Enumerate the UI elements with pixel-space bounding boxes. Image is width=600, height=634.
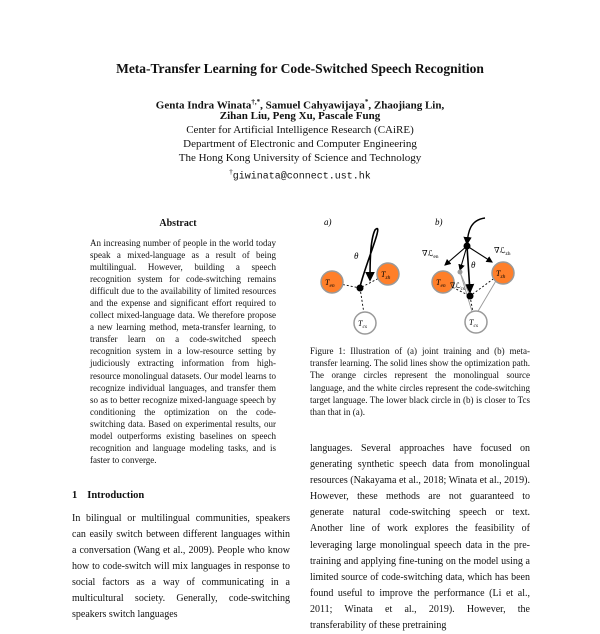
panel-a-en-t: T [325,278,330,287]
panel-b-optimization-path [467,246,470,292]
panel-b-zh-t: T [496,269,501,278]
author-second-mark: * [364,98,369,106]
panel-b-cs-t: T [469,318,474,327]
panel-b-start-point [464,243,471,250]
grad-cs-main: ∇ℒ [450,281,461,290]
authors-line-2: Zihan Liu, Peng Xu, Pascale Fung [219,110,381,122]
panel-a-label: a) [324,217,332,227]
panel-b-zh-sub: zh [500,274,506,280]
panel-b-cs-sub: cs [473,323,479,329]
panel-b-theta: θ [471,260,476,270]
panel-a-optimization-path [360,229,378,287]
grad-en-main: ∇ℒ [422,249,434,258]
section-number: 1 [72,490,78,501]
grad-zh-main: ∇ℒ [494,246,506,255]
panel-b-inbound-path [467,218,485,244]
intro-heading [72,490,144,501]
panel-a-cs-t: T [358,319,363,328]
grad-en-sub: en [433,254,439,260]
panel-a-theta: θ [354,251,359,261]
figure-caption: Figure 1: Illustration of (a) joint training and (b) meta-transfer learning. The solid lines show the optimization path. The orange circles represent the monolingual source language, and the white circles represent the code-switching target language. The lower black circle in (b) is closer to Tcs than that in (a). [310,346,530,418]
paper-title: Meta-Transfer Learning for Code-Switched Speech Recognition [116,61,484,76]
panel-b-grad-en-label [422,249,439,260]
affiliation-1: Center for Artificial Intelligence Research (CAiRE) [186,124,414,136]
panel-a-final-point [357,285,364,292]
affiliation-2: Department of Electronic and Computer Engineering [183,138,417,150]
panel-b-intermediate-point [458,270,463,275]
section-title: Introduction [87,490,145,501]
figure-1 [310,210,530,340]
grad-zh-sub: zh [505,251,511,257]
author-third: , Zhaojiang Lin, [368,99,445,112]
panel-a-cs-sub: cs [362,324,368,330]
panel-a-zh-sub: zh [385,275,391,281]
panel-b-grad-zh-label [494,246,511,257]
panel-b-grad-cs-label [450,281,465,292]
panel-b-en-sub: en [440,283,446,289]
panel-b-final-point [467,293,474,300]
author-main-mark: †,* [251,98,261,106]
grad-cs-sub: cs [460,287,465,292]
author-main: Genta Indra Winata [155,99,252,112]
email-line [0,165,600,185]
abstract-heading: Abstract [159,218,197,229]
abstract-body: An increasing number of people in the world today speak a mixed-language as a result of being multilingual. However, building a speech recognition system for code-switching remains difficult due to the availability of limited resources and the expense and significant effort required to collect mixed-language data. We therefore propose a new learning method, meta-transfer learning, to transfer learn on a code-switched speech recognition system in a low-resource setting by judiciously extracting information from high-resource monolingual datasets. Our model learns to recognize individual languages, and transfer them so as to better recognize mixed-language speech by conditioning the optimization on the code-switching data. Based on experimental results, our model outperforms existing baselines on speech recognition and language modeling tasks, and is faster to converge. [90,238,276,465]
author-email: giwinata@connect.ust.hk [232,171,371,183]
author-second: , Samuel Cahyawijaya [260,99,365,112]
email-mark: † [229,168,233,176]
right-column-body: languages. Several approaches have focused on generating synthetic speech data from monolingual resources (Nakayama et al., 2018; Winata et al., 2019). However, these methods are not guaranteed to generate natural code-switching speech or text. Another line of work explores the feasibility of leveraging large monolingual speech data in the pre-training and applying fine-tuning on the model using a limited source of code-switching data, which has been found useful to improve the performance (Li et al., 2011; Winata et al., 2019). However, the transferability of these pretraining [310,443,530,632]
affiliation-3: The Hong Kong University of Science and Technology [178,152,422,164]
panel-b-label: b) [435,217,443,227]
panel-b-en-t: T [436,278,441,287]
panel-a-zh-t: T [381,270,386,279]
intro-body: In bilingual or multilingual communities, speakers can easily switch between different languages within a conversation (Wang et al., 2009). People who know how to code-switch will mix languages in response to social factors as a way of communicating in a multicultural society. Generally, code-switching speakers switch languages [72,513,290,620]
panel-a-en-sub: en [329,283,335,289]
